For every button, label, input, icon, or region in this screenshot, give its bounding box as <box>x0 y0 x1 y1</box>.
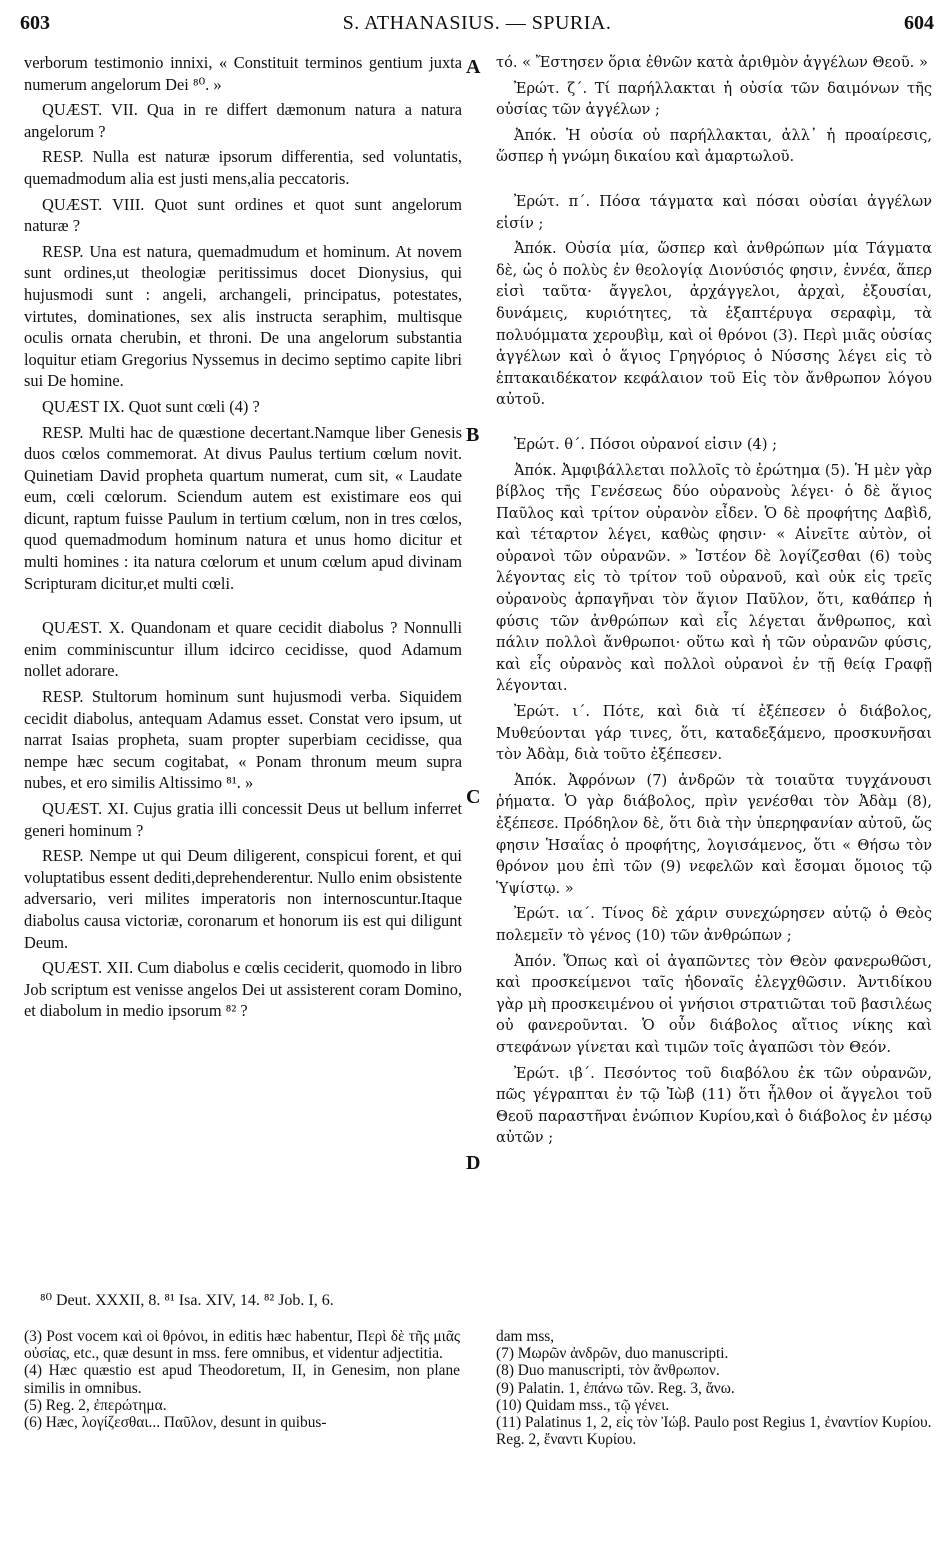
latin-answer: RESP. Nulla est naturæ ipsorum differentia, sed voluntatis, quemadmodum alia est justi mens,alia peccatoris. <box>24 147 462 188</box>
page-header <box>20 12 934 42</box>
greek-question: Ἐρώτ. ι΄. Πότε, καὶ διὰ τί ἐξέπεσεν ὁ διάβολος, Μυθεύονται γάρ τινες, ὅτι, καταδεξάμενο, προσκυνῆσαι τὸν Ἀδὰμ, διὰ τοῦτο ἐξέπεσεν. <box>496 703 932 764</box>
greek-question: Ἐρώτ. ια΄. Τίνος δὲ χάριν συνεχώρησεν αὐτῷ ὁ Θεὸς πολεμεῖν τὸ γένος (10) τῶν ἀνθρώπων ; <box>496 905 932 944</box>
page-number-right: 604 <box>904 12 934 34</box>
footnote: (8) Duo manuscripti, τὸν ἄνθρωπον. <box>496 1362 720 1380</box>
page-number-left: 603 <box>20 12 50 34</box>
greek-question: Ἐρώτ. ζ΄. Τί παρήλλακται ἡ οὐσία τῶν δαιμόνων τῆς οὐσίας τῶν ἀγγέλων ; <box>496 79 932 119</box>
greek-question: Ἐρώτ. ιβ΄. Πεσόντος τοῦ διαβόλου ἐκ τῶν οὐρανῶν, πῶς γέγραπται ἐν τῷ Ἰὼβ (11) ὅτι ἦλθον οἱ ἄγγελοι τοῦ Θεοῦ παραστῆναι ἐνώπιον Κυρίου,καὶ ὁ διάβολος ἐν μέσῳ αὐτῶν ; <box>496 1064 932 1147</box>
footnotes-left <box>24 1328 460 1431</box>
greek-question: Ἐρώτ. θ΄. Πόσοι οὐρανοί εἰσιν (4) ; <box>514 435 778 453</box>
greek-answer: Ἀπόκ. Ἀμφιβάλλεται πολλοῖς τὸ ἐρώτημα (5). Ἡ μὲν γὰρ βίβλος τῆς Γενέσεως δύο οὐρανοὺς λέγει· ὁ δὲ ἅγιος Παῦλος καὶ τρίτον οὐρανὸν εἶδεν. Ὁ δὲ προφήτης Δαβὶδ, καὶ τέταρτον λέγει, καθὼς φησιν· « Αἰνεῖτε αὐτὸν, οἱ οὐρανοὶ τῶν οὐρανῶν. » Ἰστέον δὲ λογίζεσθαι (6) τοὺς λέγοντας εἰς τὸ τρίτον τοῦ οὐρανοῦ, καὶ οὐκ εἰς τρεῖς οὐρανοὺς ἁρπαγῆναι τὸν ἅγιον Παῦλον, ὅτι, καθάπερ ἡ φύσις τῶν ἀνθρώπων καὶ εἷς λέγεται ἄνθρωπος, καὶ πάλιν πολλοὶ ἄνθρωποι· οὕτω καὶ ἡ τῶν οὐρανῶν φύσις, καὶ εἷς οὐρανὸς καὶ πολλοὶ οὐρανοὶ ἐν τῇ θείᾳ Γραφῇ λέγονται. <box>496 461 932 695</box>
greek-answer: Ἀπόκ. Ἀφρόνων (7) ἀνδρῶν τὰ τοιαῦτα τυγχάνουσι ῥήματα. Ὁ γὰρ διάβολος, πρὶν γενέσθαι τὸν Ἀδὰμ (8), ἐξέπεσε. Πρόδηλον δὲ, ὅτι διὰ τὴν ὑπερηφανίαν αὐτοῦ, ὥς φησιν Ἡσαΐας ὁ προφήτης, λογισάμενος, ὅτι « Θήσω τὸν θρόνον μου ἐπὶ τῶν (9) νεφελῶν καὶ ἔσομαι ὅμοιος τῷ Ὑψίστῳ. » <box>496 771 932 897</box>
latin-answer: RESP. Stultorum hominum sunt hujusmodi verba. Siquidem cecidit diabolus, antequam Adamus esset. Constat vero ipsum, ut narrat Isaias propheta, suam propter superbiam cecidisse, qua nempe hæc secum cogitabat, « Ponam thronum meum supra nubes, et ero similis Altissimo ⁸¹. » <box>24 687 462 793</box>
footnote: (9) Palatin. 1, ἐπάνω τῶν. Reg. 3, ἄνω. <box>496 1379 735 1397</box>
latin-answer: RESP. Nempe ut qui Deum diligerent, conspicui forent, et qui voluptatibus essent dediti,deprehenderentur. Nullo enim obsistente adversario, veri milites imperatoris non internoscuntur.Itaque diabolus causa victoriæ, coronarum et honorum iis est qui diligunt Deum. <box>24 846 462 952</box>
footnotes-right <box>496 1328 936 1448</box>
latin-question: QUÆST IX. Quot sunt cœli (4) ? <box>42 396 260 416</box>
greek-paragraph: τό. « Ἔστησεν ὅρια ἐθνῶν κατὰ ἀριθμὸν ἀγγέλων Θεοῦ. » <box>496 54 928 71</box>
greek-column <box>496 52 932 1153</box>
latin-question: QUÆST. XII. Cum diabolus e cœlis ceciderit, quomodo in libro Job scriptum est venisse angelos Dei ut assisterent coram Domino, et diabolum in medio ipsorum ⁸² ? <box>24 958 462 1021</box>
greek-answer: Ἀπόκ. Οὐσία μία, ὥσπερ καὶ ἀνθρώπων μία Τάγματα δὲ, ὡς ὁ πολὺς ἐν θεολογίᾳ Διονύσιός φησιν, ἐννέα, ἅπερ εἰσὶ ταῦτα· ἄγγελοι, ἀρχάγγελοι, ἀρχαὶ, ἐξουσίαι, δυνάμεις, κυριότητες, τὰ ἑξαπτέρυγα σεραφὶμ, τὰ πολυόμματα χερουβὶμ, καὶ οἱ θρόνοι (3). Περὶ μιᾶς οὐσίας ἀγγέλων καὶ ὁ ἅγιος Γρηγόριος ὁ Νύσσης λέγει εἰς τὸ ἑπτακαιδέκατον κεφάλαιον τοῦ Εἰς τὸν ἄνθρωπον λόγου αὐτοῦ. <box>496 240 932 409</box>
latin-question: QUÆST. X. Quandonam et quare cecidit diabolus ? Nonnulli enim comminiscuntur illum idcirco cecidisse, quod Adamum nollet adorare. <box>24 618 462 681</box>
margin-letter-b: B <box>466 424 480 446</box>
footnote: (6) Ηæc, λογίζεσθαι... Παῦλον, desunt in quibus- <box>24 1414 327 1432</box>
greek-question: Ἐρώτ. π΄. Πόσα τάγματα καὶ πόσαι οὐσίαι ἀγγέλων εἰσίν ; <box>496 192 932 232</box>
margin-letter-a: A <box>466 56 481 78</box>
latin-question: QUÆST. VII. Qua in re differt dæmonum natura a natura angelorum ? <box>24 100 462 141</box>
latin-question: QUÆST. XI. Cujus gratia illi concessit Deus ut bellum inferret generi hominum ? <box>24 799 462 840</box>
footnote: (5) Reg. 2, ἐπερώτημα. <box>24 1396 167 1414</box>
margin-letter-c: C <box>466 786 481 808</box>
greek-answer: Ἀπόν. Ὅπως καὶ οἱ ἀγαπῶντες τὸν Θεὸν φανερωθῶσι, καὶ προσκείμενοι ταῖς ἡδοναῖς ἐλεγχθῶσιν. Ἀντιδίκου γὰρ μὴ προσκειμένου οἱ γνήσιοι στρατιῶται τοῦ βασιλέως οὐ φανεροῦνται. Ὁ οὖν διάβολος αἴτιος νίκης καὶ στεφάνων γίνεται καὶ τιμῶν τοῖς ἀγαπῶσι τὸν Θεόν. <box>496 952 932 1056</box>
greek-answer: Ἀπόκ. Ἡ οὐσία οὐ παρήλλακται, ἀλλ᾽ ἡ προαίρεσις, ὥσπερ ἡ γνώμη δικαίου καὶ ἁμαρτωλοῦ. <box>496 126 932 166</box>
latin-paragraph: verborum testimonio innixi, « Constituit terminos gentium juxta numerum angelorum Dei ⁸⁰. » <box>24 53 462 94</box>
footnote: (10) Quidam mss., τῷ γένει. <box>496 1396 670 1414</box>
footnote: (3) Post vocem καὶ οἱ θρόνοι, in editis hæc habentur, Περὶ δὲ τῆς μιᾶς οὐσίας, etc., quæ desunt in mss. fere omnibus, et videntur adjectitia. <box>24 1328 460 1363</box>
footnote: (7) Μωρῶν ἀνδρῶν, duo manuscripti. <box>496 1345 729 1363</box>
latin-question: QUÆST. VIII. Quot sunt ordines et quot sunt angelorum naturæ ? <box>24 194 462 236</box>
running-title: S. ATHANASIUS. — SPURIA. <box>342 12 612 34</box>
scripture-references: ⁸⁰ Deut. XXXII, 8. ⁸¹ Isa. XIV, 14. ⁸² Job. I, 6. <box>40 1292 334 1309</box>
footnote: (4) Hæc quæstio est apud Theodoretum, II, in Genesim, non plane similis in omnibus. <box>24 1362 460 1397</box>
latin-answer: RESP. Una est natura, quemadmudum et hominum. At novem sunt ordines,ut theologiæ peritissimus docet Dionysius, qui hujusmodi sunt : angeli, archangeli, principatus, potestates, virtutes, dominationes, sex alis instructa seraphim, multisque oculis ornata cherubin, et throni. De una angelorum substantia loquitur etiam Gregorius Nyssemus in decimo septimo capite libri sui De homine. <box>24 241 462 391</box>
footnote: (11) Palatinus 1, 2, εἰς τὸν Ἰώβ. Paulo post Regius 1, ἐναντίον Κυρίου. Reg. 2, ἔναντι Κυρίου. <box>496 1414 932 1449</box>
margin-letter-d: D <box>466 1152 481 1174</box>
footnote: dam mss, <box>496 1328 555 1345</box>
latin-answer: RESP. Multi hac de quæstione decertant.Namque liber Genesis duos cœlos commemorat. At divus Paulus tertium cœlum novit. Quinetiam David propheta quartum numerat, cum sit, « Laudate eum, cœli cœlorum. Sciendum autem est existimare eos qui dicunt, raptum fuisse Paulum in tertium cœlum, non in tres cœlos, quod quemadmodum hominum natura et unus homo dicitur et multi homines : ita natura cœlorum et unum cœlum apud divinam Scripturam dicitur,et multi cœli. <box>24 422 462 593</box>
latin-column <box>24 52 462 1026</box>
